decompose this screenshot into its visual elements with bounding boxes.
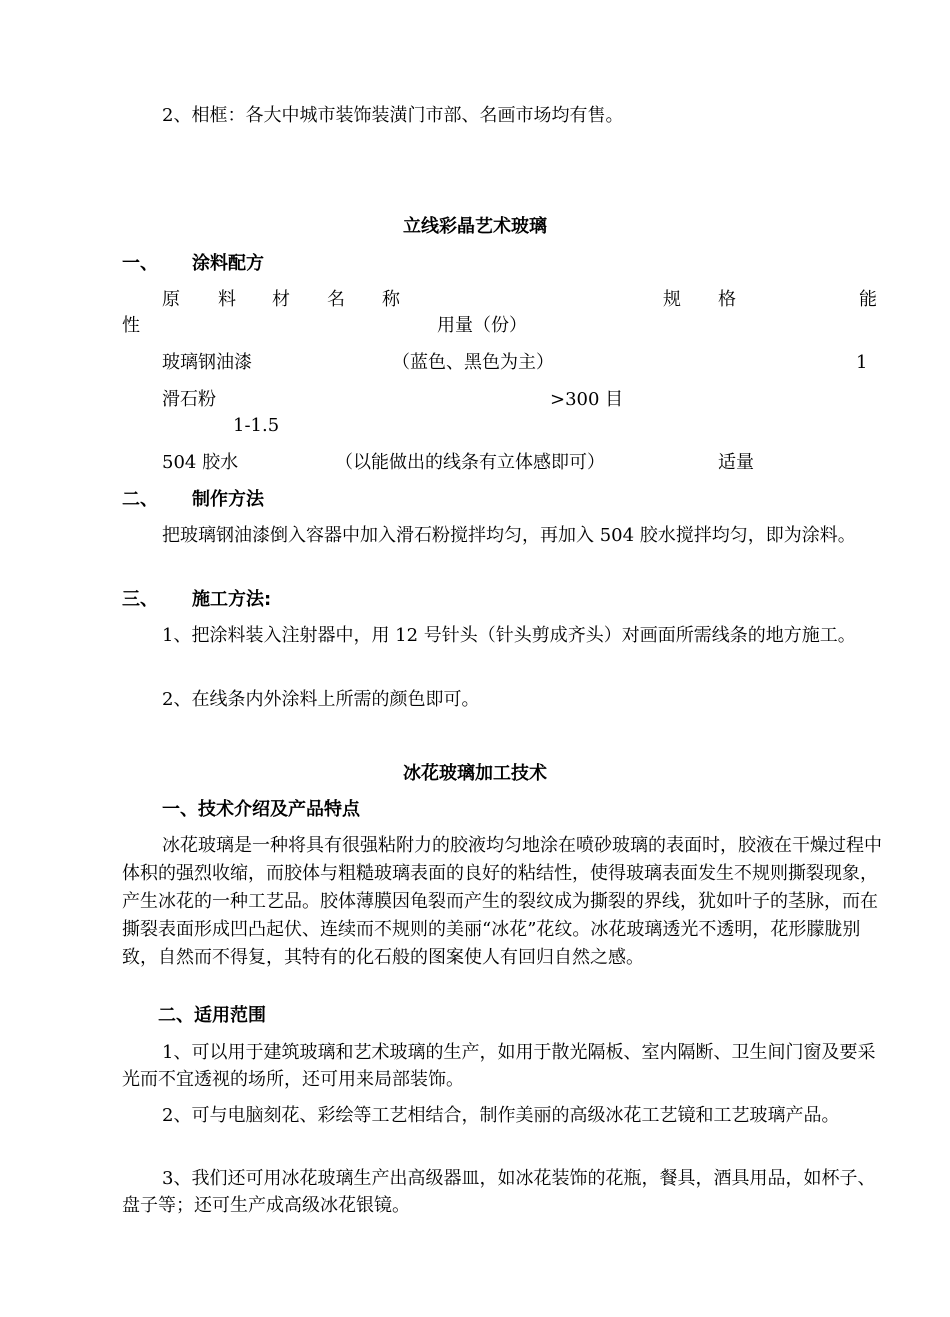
header-spec-char: 格 — [718, 289, 736, 310]
header-char: 名 — [327, 289, 345, 310]
header-neng: 能 — [859, 289, 877, 310]
item3-paragraph: 3、我们还可用冰花玻璃生产出高级器皿，如冰花装饰的花瓶，餐具，酒具用品，如杯子、盘子等；还可生产成高级冰花银镜。 — [122, 1168, 876, 1216]
header-char: 称 — [382, 289, 400, 310]
item2-paragraph: 2、可与电脑刻花、彩绘等工艺相结合，制作美丽的高级冰花工艺镜和工艺玻璃产品。 — [162, 1105, 840, 1126]
intro-paragraph: 冰花玻璃是一种将具有很强粘附力的胶液均匀地涂在喷砂玻璃的表面时，胶液在干燥过程中体积的强烈收缩，而胶体与粗糙玻璃表面的良好的粘结性，使得玻璃表面发生不规则撕裂现象，产生冰花的一种工艺品。胶体薄膜因龟裂而产生的裂纹成为撕裂的界线，犹如叶子的茎脉，而在撕裂表面形成凹凸起伏、连续而不规则的美丽“冰花”花纹。冰花玻璃透光不透明，花形朦胧别致，自然而不得复，其特有的化石般的图案使人有回归自然之感。 — [122, 835, 882, 968]
step1-paragraph: 1、把涂料装入注射器中，用 12 号针头（针头剪成齐头）对画面所需线条的地方施工。 — [162, 625, 856, 646]
section1-title: 立线彩晶艺术玻璃 — [403, 216, 547, 237]
step2-paragraph: 2、在线条内外涂料上所需的颜色即可。 — [162, 689, 480, 710]
header-usage: 用量（份） — [437, 315, 527, 336]
row-amount: 1 — [856, 352, 868, 373]
method-paragraph: 把玻璃钢油漆倒入容器中加入滑石粉搅拌均匀，再加入 504 胶水搅拌均匀，即为涂料。 — [162, 525, 856, 546]
header-spec-char: 规 — [663, 289, 681, 310]
top-line: 2、相框：各大中城市装饰装潢门市部、名画市场均有售。 — [162, 105, 624, 126]
header-xing: 性 — [122, 315, 140, 336]
header-char: 材 — [272, 289, 290, 310]
row-material: 滑石粉 — [162, 389, 216, 410]
s1-heading3-num: 三、 — [122, 589, 158, 610]
row-material: 玻璃钢油漆 — [162, 352, 252, 373]
s1-heading1-text: 涂料配方 — [192, 253, 264, 274]
row-spec: （以能做出的线条有立体感即可） — [335, 452, 605, 473]
section2-title: 冰花玻璃加工技术 — [403, 763, 547, 784]
s2-heading1: 一、技术介绍及产品特点 — [162, 799, 360, 820]
s1-heading2-text: 制作方法 — [192, 489, 264, 510]
row-amount: 适量 — [718, 452, 754, 473]
item1-paragraph: 1、可以用于建筑玻璃和艺术玻璃的生产，如用于散光隔板、室内隔断、卫生间门窗及要采光而不宜透视的场所，还可用来局部装饰。 — [122, 1042, 876, 1090]
header-char: 原 — [162, 289, 180, 310]
s2-heading2: 二、适用范围 — [158, 1005, 266, 1026]
row-amount: 1-1.5 — [233, 415, 280, 436]
s1-heading1-num: 一、 — [122, 253, 158, 274]
s1-heading3-text: 施工方法: — [192, 589, 272, 610]
header-char: 料 — [218, 289, 236, 310]
row-spec: >300 目 — [550, 389, 624, 410]
row-material: 504 胶水 — [162, 452, 239, 473]
s1-heading2-num: 二、 — [122, 489, 158, 510]
row-spec: （蓝色、黑色为主） — [392, 352, 554, 373]
